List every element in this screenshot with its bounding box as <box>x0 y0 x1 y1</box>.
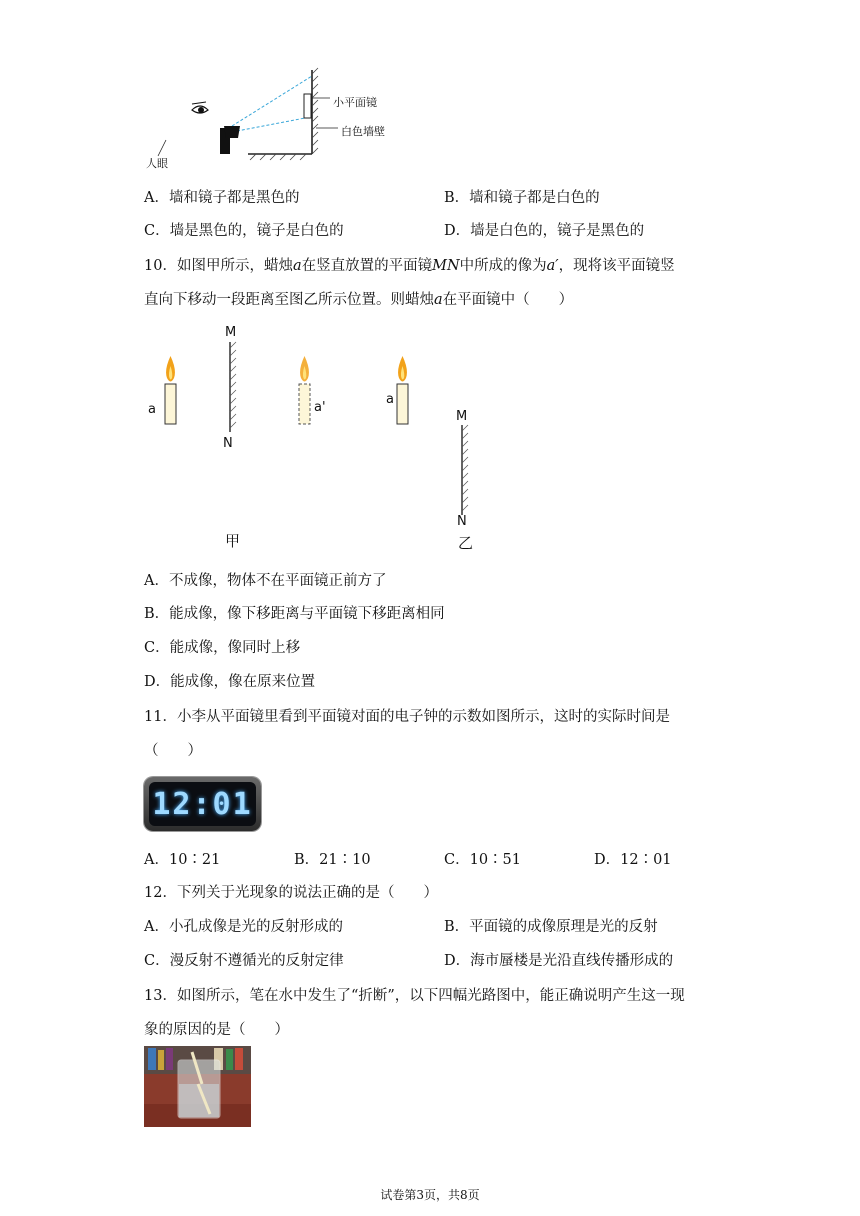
q11-stem-line1: 11．小李从平面镜里看到平面镜对面的电子钟的示数如图所示，这时的实际时间是 <box>144 709 670 725</box>
label-m-yi: M <box>456 409 468 424</box>
label-n-jia: N <box>223 436 233 451</box>
label-jia: 甲 <box>225 532 241 550</box>
label-a-yi: a <box>386 392 394 407</box>
q10-option-b: B．能成像，像下移距离与平面镜下移距离相同 <box>144 606 445 622</box>
clock-screen <box>149 782 256 826</box>
figure-candle-mirror <box>140 320 500 555</box>
q12-stem: 12．下列关于光现象的说法正确的是（ ） <box>144 885 438 901</box>
q9-option-b: B．墙和镜子都是白色的 <box>444 190 600 206</box>
q12-option-d: D．海市蜃楼是光沿直线传播形成的 <box>444 953 674 969</box>
figure-mirror-wall <box>140 66 400 176</box>
q12-option-c: C．漫反射不遵循光的反射定律 <box>144 953 344 969</box>
q12-option-b: B．平面镜的成像原理是光的反射 <box>444 919 658 935</box>
page-footer: 试卷第3页，共8页 <box>380 1188 480 1202</box>
label-a-prime: a' <box>314 400 326 415</box>
q10-option-c: C．能成像，像同时上移 <box>144 640 301 656</box>
q12-option-a: A．小孔成像是光的反射形成的 <box>144 919 343 935</box>
q11-option-d: D．12∶01 <box>594 852 672 868</box>
q10-stem-line1: 10．如图甲所示，蜡烛a在竖直放置的平面镜MN中所成的像为a′，现将该平面镜竖 <box>144 258 675 274</box>
label-n-yi: N <box>457 514 467 529</box>
q11-option-b: B．21∶10 <box>294 852 371 868</box>
digital-clock-image <box>144 777 261 831</box>
label-m-jia: M <box>225 325 237 340</box>
q10-option-d: D．能成像，像在原来位置 <box>144 674 316 690</box>
label-yi: 乙 <box>458 534 474 552</box>
q13-stem-line1: 13．如图所示，笔在水中发生了“折断”，以下四幅光路图中，能正确说明产生这一现 <box>144 988 685 1004</box>
q9-option-c: C．墙是黑色的，镜子是白色的 <box>144 223 344 239</box>
pen-in-water-photo <box>144 1046 251 1127</box>
label-small-mirror: 小平面镜 <box>333 96 377 109</box>
clock-digits: 12:01 <box>152 786 253 822</box>
q11-option-c: C．10∶51 <box>444 852 521 868</box>
q11-stem-line2: （ ） <box>144 743 202 759</box>
label-eye: 人眼 <box>146 157 168 170</box>
q11-option-a: A．10∶21 <box>144 852 221 868</box>
q13-stem-line2: 象的原因的是（ ） <box>144 1022 289 1038</box>
label-a-jia: a <box>148 402 156 417</box>
q9-option-a: A．墙和镜子都是黑色的 <box>144 190 300 206</box>
q10-stem-line2: 直向下移动一段距离至图乙所示位置。则蜡烛a在平面镜中（ ） <box>144 292 574 308</box>
q10-option-a: A．不成像，物体不在平面镜正前方了 <box>144 573 387 589</box>
label-white-wall: 白色墙壁 <box>341 125 385 138</box>
q9-option-d: D．墙是白色的，镜子是黑色的 <box>444 223 645 239</box>
